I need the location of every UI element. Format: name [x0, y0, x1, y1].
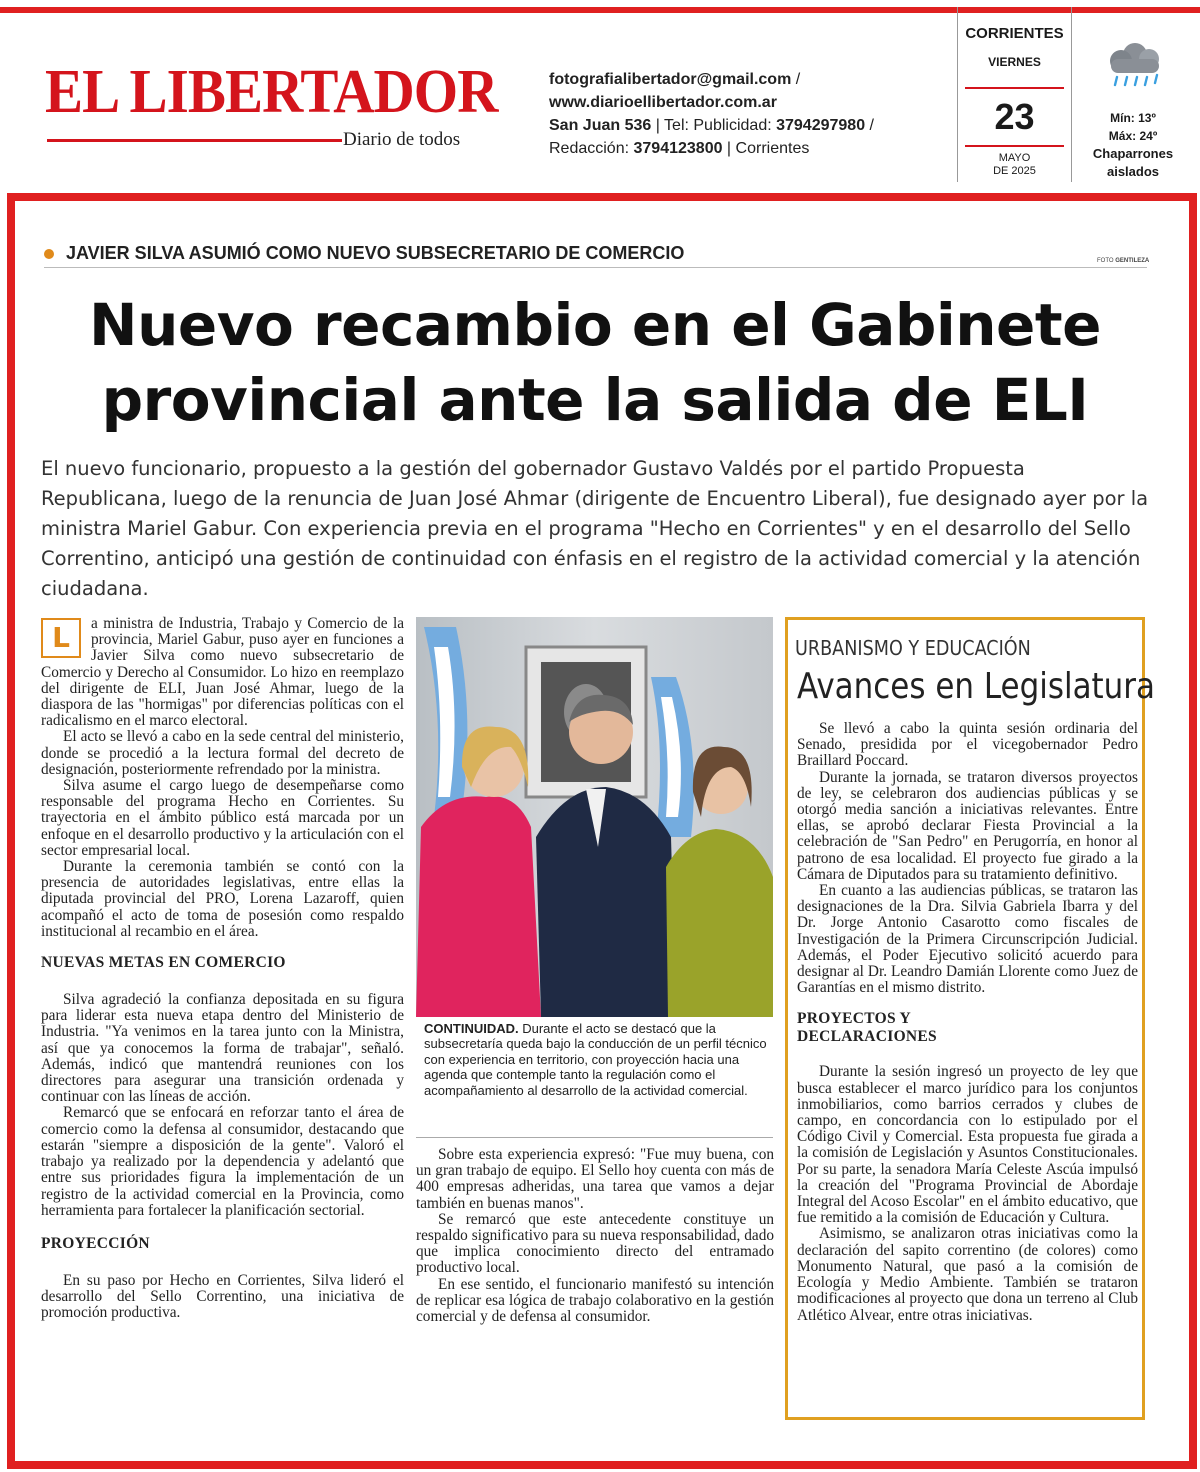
contact-email[interactable]: fotografialibertador@gmail.com: [549, 71, 792, 88]
subheading-line-2: DECLARACIONES: [797, 1028, 937, 1046]
logo-tagline: Diario de todos: [343, 129, 461, 150]
date-weekday: VIERNES: [988, 55, 1041, 69]
contact-tel-label: | Tel: Publicidad:: [651, 117, 777, 134]
newspaper-logo[interactable]: [45, 58, 498, 150]
weather-text: [1072, 109, 1194, 181]
headline-line-1: Nuevo recambio en el Gabinete: [89, 291, 1101, 359]
weather-min: Mín: 13º: [1110, 111, 1156, 125]
date-day: 23: [965, 87, 1064, 147]
paragraph: Durante la jornada, se trataron diversos proyectos de ley, se celebraron dos audiencias públicas y se otorgó media sanción a iniciativas relevantes. Entre ellas, se aprobó declarar Fiesta Provincial a la celebración de "San Pedro" en Perugorría, en honor al patrono de esa localidad. El proyecto fue girado a la Cámara de Diputados para su tratamiento definitivo.: [797, 768, 1138, 883]
logo-name: EL LIBERTADOR: [45, 58, 498, 126]
sidebar-kicker: URBANISMO Y EDUCACIÓN: [795, 636, 1031, 660]
date-month-year: [958, 152, 1071, 178]
photo-credit-label: FOTO: [1097, 258, 1116, 264]
weather-condition: Chaparrones: [1092, 146, 1174, 161]
paragraph: Se remarcó que este antecedente constituye un respaldo significativo para su nueva responsabilidad, dado que implica conocimiento directo del entramado productivo local.: [416, 1210, 774, 1277]
subheading-metas: NUEVAS METAS EN COMERCIO: [41, 954, 286, 972]
paragraph: a ministra de Industria, Trabajo y Comercio de la provincia, Mariel Gabur, puso ayer en funciones a Javier Silva como nuevo subsecretario de Comercio y Derecho al Consumidor. Lo hizo en reemplazo del dirigente de ELI, Juan José Ahmar, luego de la diaspora de las "hormigas" por diferencias políticas con el radicalismo en el marco electoral.: [41, 615, 404, 730]
drop-cap: L: [41, 618, 81, 658]
paragraph: Se llevó a cabo la quinta sesión ordinaria del Senado, presidida por el vicegobernador Pedro Braillard Poccard.: [797, 720, 1138, 770]
article-headline: [35, 288, 1155, 438]
contact-tel: 3794297980: [776, 117, 866, 134]
article-kicker: [44, 243, 684, 264]
article-deck: El nuevo funcionario, propuesto a la gestión del gobernador Gustavo Valdés por el partido Propuesta Republicana, luego de la renuncia de Juan José Ahmar (dirigente de Encuentro Liberal), fue designado ayer por la ministra Mariel Gabur. Con experiencia previa en el programa "Hecho en Corrientes" y en el desarrollo del Sello Correntino, anticipó una gestión de continuidad con énfasis en el registro de la actividad comercial y la atención ciudadana.: [41, 457, 1149, 600]
contact-sep: /: [865, 117, 874, 134]
date-box: [957, 7, 1072, 182]
sidebar-column: [797, 721, 1138, 1324]
headline-line-2: provincial ante la salida de ELI: [101, 366, 1089, 434]
sidebar-title: Avances en Legislatura: [797, 666, 1156, 707]
weather-box: [1072, 7, 1200, 182]
contact-address: San Juan 536: [549, 117, 652, 134]
paragraph: Durante la sesión ingresó un proyecto de ley que busca establecer el marco jurídico para los conjuntos inmobiliarios, como barrios cerrados y clubes de campo, en concordancia con lo estipulado por el Código Civil y Comercial. Esta propuesta fue girada a la comisión de Legislación y Asuntos Constitucionales. Por su parte, la senadora María Celeste Ascúa impulsó la creación del "Programa Provincial de Abordaje Integral del Acoso Escolar" en el ámbito educativo, que fue remitido a la comisión de Educación y Cultura.: [797, 1063, 1138, 1227]
paragraph: Durante la ceremonia también se contó con la presencia de autoridades legislativas, entre ellas la diputada provincial del PRO, Lorena Lazaroff, quien acompañó el acto de toma de posesión como respaldo institucional al recambio en el área.: [41, 858, 404, 940]
kicker-text: JAVIER SILVA ASUMIÓ COMO NUEVO SUBSECRETARIO DE COMERCIO: [66, 243, 685, 263]
subheading-proyectos: [797, 1010, 1138, 1046]
contact-redaccion-label: Redacción:: [549, 140, 634, 157]
paragraph: En su paso por Hecho en Corrientes, Silva lideró el desarrollo del Sello Correntino, una iniciativa de promoción productiva.: [41, 1271, 404, 1322]
paragraph: Asimismo, se analizaron otras iniciativas como la declaración del sapito correntino (de colores) como Monumento Natural, que pasó a la comisión de Ecología y Medio Ambiente. También se trataron modificaciones al proyecto que dona un terreno al Club Atlético Alvear, entre otras iniciativas.: [797, 1225, 1138, 1324]
date-city: CORRIENTES: [965, 25, 1064, 42]
contact-redaccion: 3794123800: [633, 140, 723, 157]
contact-info: [549, 68, 874, 160]
paragraph: Silva agradeció la confianza depositada en su figura para liderar esta nueva etapa dentro del Ministerio de Industria. "Ya venimos en la tarea junto con la Ministra, así que ya conocemos la forma de trabajar", señaló. Además, indicó que mantendrá reuniones con los directores para asegurar una transición ordenada y continuar con las líneas de acción.: [41, 991, 404, 1106]
bullet-dot-icon: [44, 249, 54, 259]
rain-cloud-icon: [1097, 41, 1167, 91]
caption-text: Durante el acto se destacó que la subsecretaría queda bajo la conducción de un perfil técnico con experiencia en territorio, con proyección hacia una agenda que contemple tanto la regulación como el acompañamiento al desarrollo de la actividad comercial.: [424, 1021, 767, 1098]
subheading-proyeccion: PROYECCIÓN: [41, 1234, 150, 1252]
contact-website[interactable]: www.diarioellibertador.com.ar: [549, 94, 777, 111]
photo-credit: [1097, 258, 1149, 264]
paragraph: En ese sentido, el funcionario manifestó su intención de replicar esa lógica de trabajo colaborativo en la gestión comercial y de defensa al consumidor.: [416, 1275, 774, 1326]
contact-sep: /: [791, 71, 801, 88]
kicker-divider: [44, 267, 1147, 268]
photo-illustration: [416, 617, 773, 1017]
article-column-2: [416, 1147, 774, 1325]
weather-condition-2: aislados: [1106, 164, 1160, 179]
paragraph: Remarcó que se enfocará en reforzar tanto el área de comercio como la defensa al consumidor, destacando que estarán "siempre a disposición de la gente". Valoró el trabajo ya realizado por la dependencia y adelantó que entre sus prioridades figura la implementación de un registro de la actividad comercial en la Provincia, como herramienta para fortalecer la planificación sectorial.: [41, 1104, 404, 1219]
weather-max: Máx: 24º: [1108, 129, 1158, 143]
date-month: MAYO: [998, 152, 1031, 164]
contact-city: | Corrientes: [722, 140, 810, 157]
caption-divider: [416, 1137, 773, 1138]
paragraph: En cuanto a las audiencias públicas, se trataron las designaciones de la Dra. Silvia Gabriela Ibarra y del Dr. Jorge Antonio Casarotto como fiscales de Investigación de la Primera Circunscripción Judicial. Además, el Poder Ejecutivo solicitó acuerdo para designar al Dr. Leandro Damián Llorente como Juez de Garantías en el mismo distrito.: [797, 882, 1138, 997]
paragraph: Sobre esta experiencia expresó: "Fue muy buena, con un gran trabajo de equipo. El Sello hoy cuenta con más de 400 empresas adheridas, una tarea que vamos a dejar también en buenas manos".: [416, 1146, 774, 1212]
paragraph: El acto se llevó a cabo en la sede central del ministerio, donde se procedió a la lectura formal del decreto de designación, posteriormente refrendado por la ministra.: [41, 728, 404, 778]
date-year: DE 2025: [993, 165, 1036, 177]
photo-credit-source: GENTILEZA: [1115, 258, 1150, 264]
subheading-line-1: PROYECTOS Y: [797, 1010, 911, 1028]
photo-caption: [424, 1021, 768, 1098]
article-column-1: [41, 616, 404, 1322]
paragraph: Silva asume el cargo luego de desempeñarse como responsable del programa Hecho en Corrientes. Su trayectoria en el ámbito público está marcada por un enfoque en el desarrollo productivo y la articulación con el sector empresarial local.: [41, 777, 404, 859]
caption-label: CONTINUIDAD.: [424, 1021, 519, 1036]
article-photo[interactable]: [416, 617, 773, 1017]
logo-underline: [47, 139, 342, 142]
